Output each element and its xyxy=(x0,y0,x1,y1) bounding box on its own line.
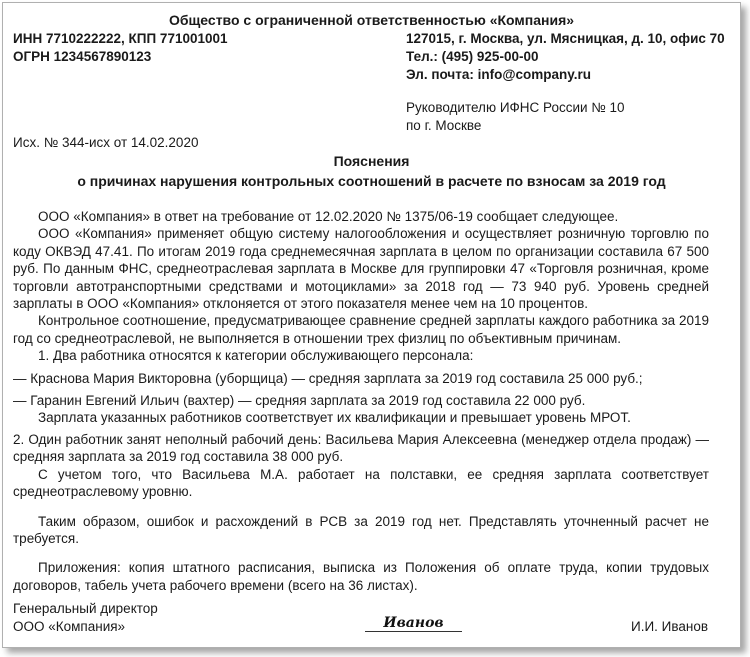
recipient-line-1: Руководителю ИФНС России № 10 xyxy=(406,100,625,115)
signer-position: Генеральный директор xyxy=(13,601,158,616)
signature-line xyxy=(365,631,462,632)
recipient-line-2: по г. Москве xyxy=(406,118,482,133)
paragraph-part-time: С учетом того, что Васильева М.А. работает на полставки, ее средняя зарплата соответствует среднеотраслевому уровню. xyxy=(13,466,709,500)
paragraph-employee-2: — Гаранин Евгений Ильич (вахтер) — средняя зарплата за 2019 год составила 22 000 руб. xyxy=(13,393,586,409)
paragraph-employee-1: — Краснова Мария Викторовна (уборщица) — средняя зарплата за 2019 год составила 25 000 руб.; xyxy=(13,370,643,386)
paragraph-item-1: 1. Два работника относятся к категории обслуживающего персонала: xyxy=(38,348,474,364)
paragraph-attachments: Приложения: копия штатного расписания, выписка из Положения об оплате труда, копии трудовых договоров, табель учета рабочего времени (всего на 36 листах). xyxy=(13,560,709,593)
handwritten-signature: Иванов xyxy=(383,615,444,631)
company-phone: Тел.: (495) 925-00-00 xyxy=(406,49,539,64)
spacer xyxy=(13,501,709,513)
paragraph-salary-note: Зарплата указанных работников соответствует их квалификации и превышает уровень МРОТ. xyxy=(38,410,631,426)
paragraph-conclusion: Таким образом, ошибок и расхождений в РСВ за 2019 год нет. Представлять уточненный расчет не требуется. xyxy=(13,513,709,546)
company-email: Эл. почта: info@company.ru xyxy=(406,67,592,82)
outgoing-reference: Исх. № 344-исх от 14.02.2020 xyxy=(13,135,199,150)
paragraph-control-ratio: Контрольное соотношение, предусматривающее сравнение средней зарплаты каждого работника за 2019 год со среднеотраслевой, не выполняется в отношении трех физлиц по объективным причинам. xyxy=(13,313,709,346)
spacer xyxy=(13,547,709,559)
signer-name: И.И. Иванов xyxy=(631,619,709,634)
inn-kpp: ИНН 7710222222, КПП 771001001 xyxy=(13,31,228,46)
paragraph-intro: ООО «Компания» в ответ на требование от 12.02.2020 № 1375/06-19 сообщает следующее. xyxy=(38,209,619,224)
company-address: 127015, г. Москва, ул. Мясницкая, д. 10, офис 70 xyxy=(406,31,725,46)
ogrn: ОГРН 1234567890123 xyxy=(13,49,152,64)
organization-name: Общество с ограниченной ответственностью «Компания» xyxy=(168,12,575,28)
document-subtitle: о причинах нарушения контрольных соотношений в расчете по взносам за 2019 год xyxy=(77,173,666,189)
paragraph-item-2: 2. Один работник занят неполный рабочий день: Васильева Мария Алексеевна (менеджер отдела продаж) — средняя зарплата за 2019 год составила 38 000 руб. xyxy=(13,431,709,465)
paragraph-tax-system: ООО «Компания» применяет общую систему налогообложения и осуществляет розничную торговлю по коду ОКВЭД 47.41. По итогам 2019 года среднемесячная зарплата в целом по организации составила 67 500 руб. По данным ФНС, среднеотраслевая зарплата в Москве для группировки 47 «Торговля розничная, кроме торговли автотранспортными средствами и мотоциклами» за 2018 год — 73 940 руб. Уровень средней зарплаты в ООО «Компания» отклоняется от этого показателя менее чем на 10 процентов. xyxy=(13,226,709,312)
letter-page xyxy=(2,2,741,648)
document-title: Пояснения xyxy=(333,153,410,169)
signer-company: ООО «Компания» xyxy=(13,619,126,634)
letter-body xyxy=(13,208,709,594)
